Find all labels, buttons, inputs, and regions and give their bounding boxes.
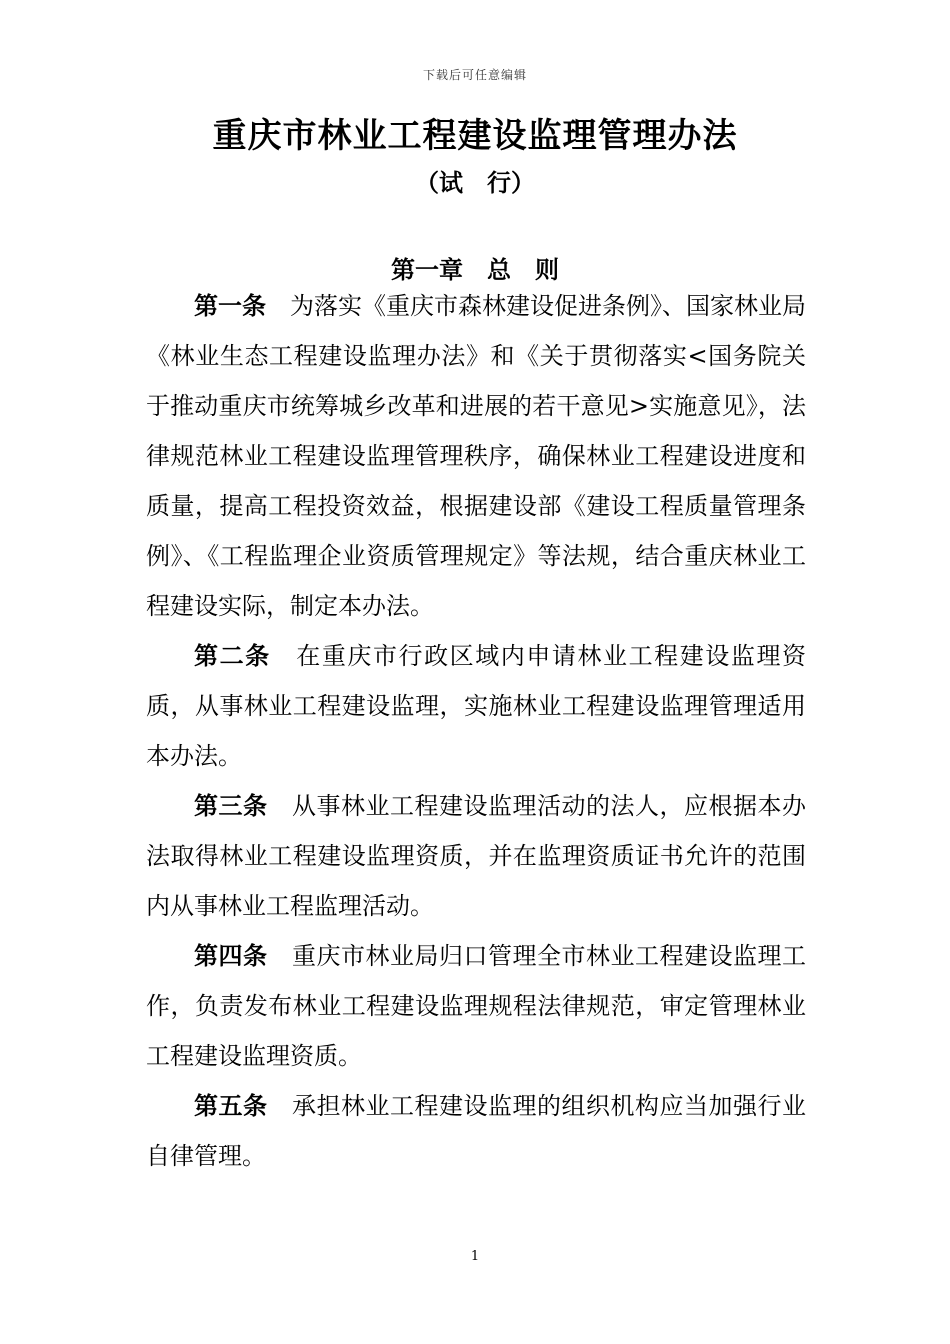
header-note: 下载后可任意编辑 — [422, 68, 527, 82]
article-text: 在重庆市行政区域内申请林业工程建设监理资质，从事林业工程建设监理，实施林业工程建设监理管理适用本办法。 — [146, 642, 807, 770]
article-label: 第二条 — [194, 642, 271, 670]
article-3 — [146, 781, 806, 931]
chapter-heading: 第一章 总 则 — [391, 256, 559, 284]
article-label: 第四条 — [194, 942, 268, 970]
article-2 — [146, 631, 806, 781]
document-subtitle: （试 行） — [415, 169, 535, 197]
page-number: 1 — [470, 1249, 480, 1264]
article-1 — [146, 281, 806, 631]
article-label: 第一条 — [194, 292, 266, 320]
article-label: 第五条 — [194, 1092, 268, 1120]
article-text: 为落实《重庆市森林建设促进条例》、国家林业局《林业生态工程建设监理办法》和《关于贯彻落实<国务院关于推动重庆市统筹城乡改革和进展的若干意见>实施意见》，法律规范林业工程建设监理管理秩序，确保林业工程建设进度和质量，提高工程投资效益，根据建设部《建设工程质量管理条例》、《工程监理企业资质管理规定》等法规，结合重庆林业工程建设实际，制定本办法。 — [146, 292, 806, 620]
article-text: 承担林业工程建设监理的组织机构应当加强行业自律管理。 — [146, 1092, 806, 1170]
article-label: 第三条 — [194, 792, 268, 820]
article-text: 重庆市林业局归口管理全市林业工程建设监理工作，负责发布林业工程建设监理规程法律规范，审定管理林业工程建设监理资质。 — [146, 942, 806, 1070]
article-5 — [146, 1081, 806, 1181]
document-body — [146, 281, 806, 1181]
document-title: 重庆市林业工程建设监理管理办法 — [212, 116, 738, 156]
article-4 — [146, 931, 806, 1081]
article-text: 从事林业工程建设监理活动的法人，应根据本办法取得林业工程建设监理资质，并在监理资质证书允许的范围内从事林业工程监理活动。 — [146, 792, 806, 920]
